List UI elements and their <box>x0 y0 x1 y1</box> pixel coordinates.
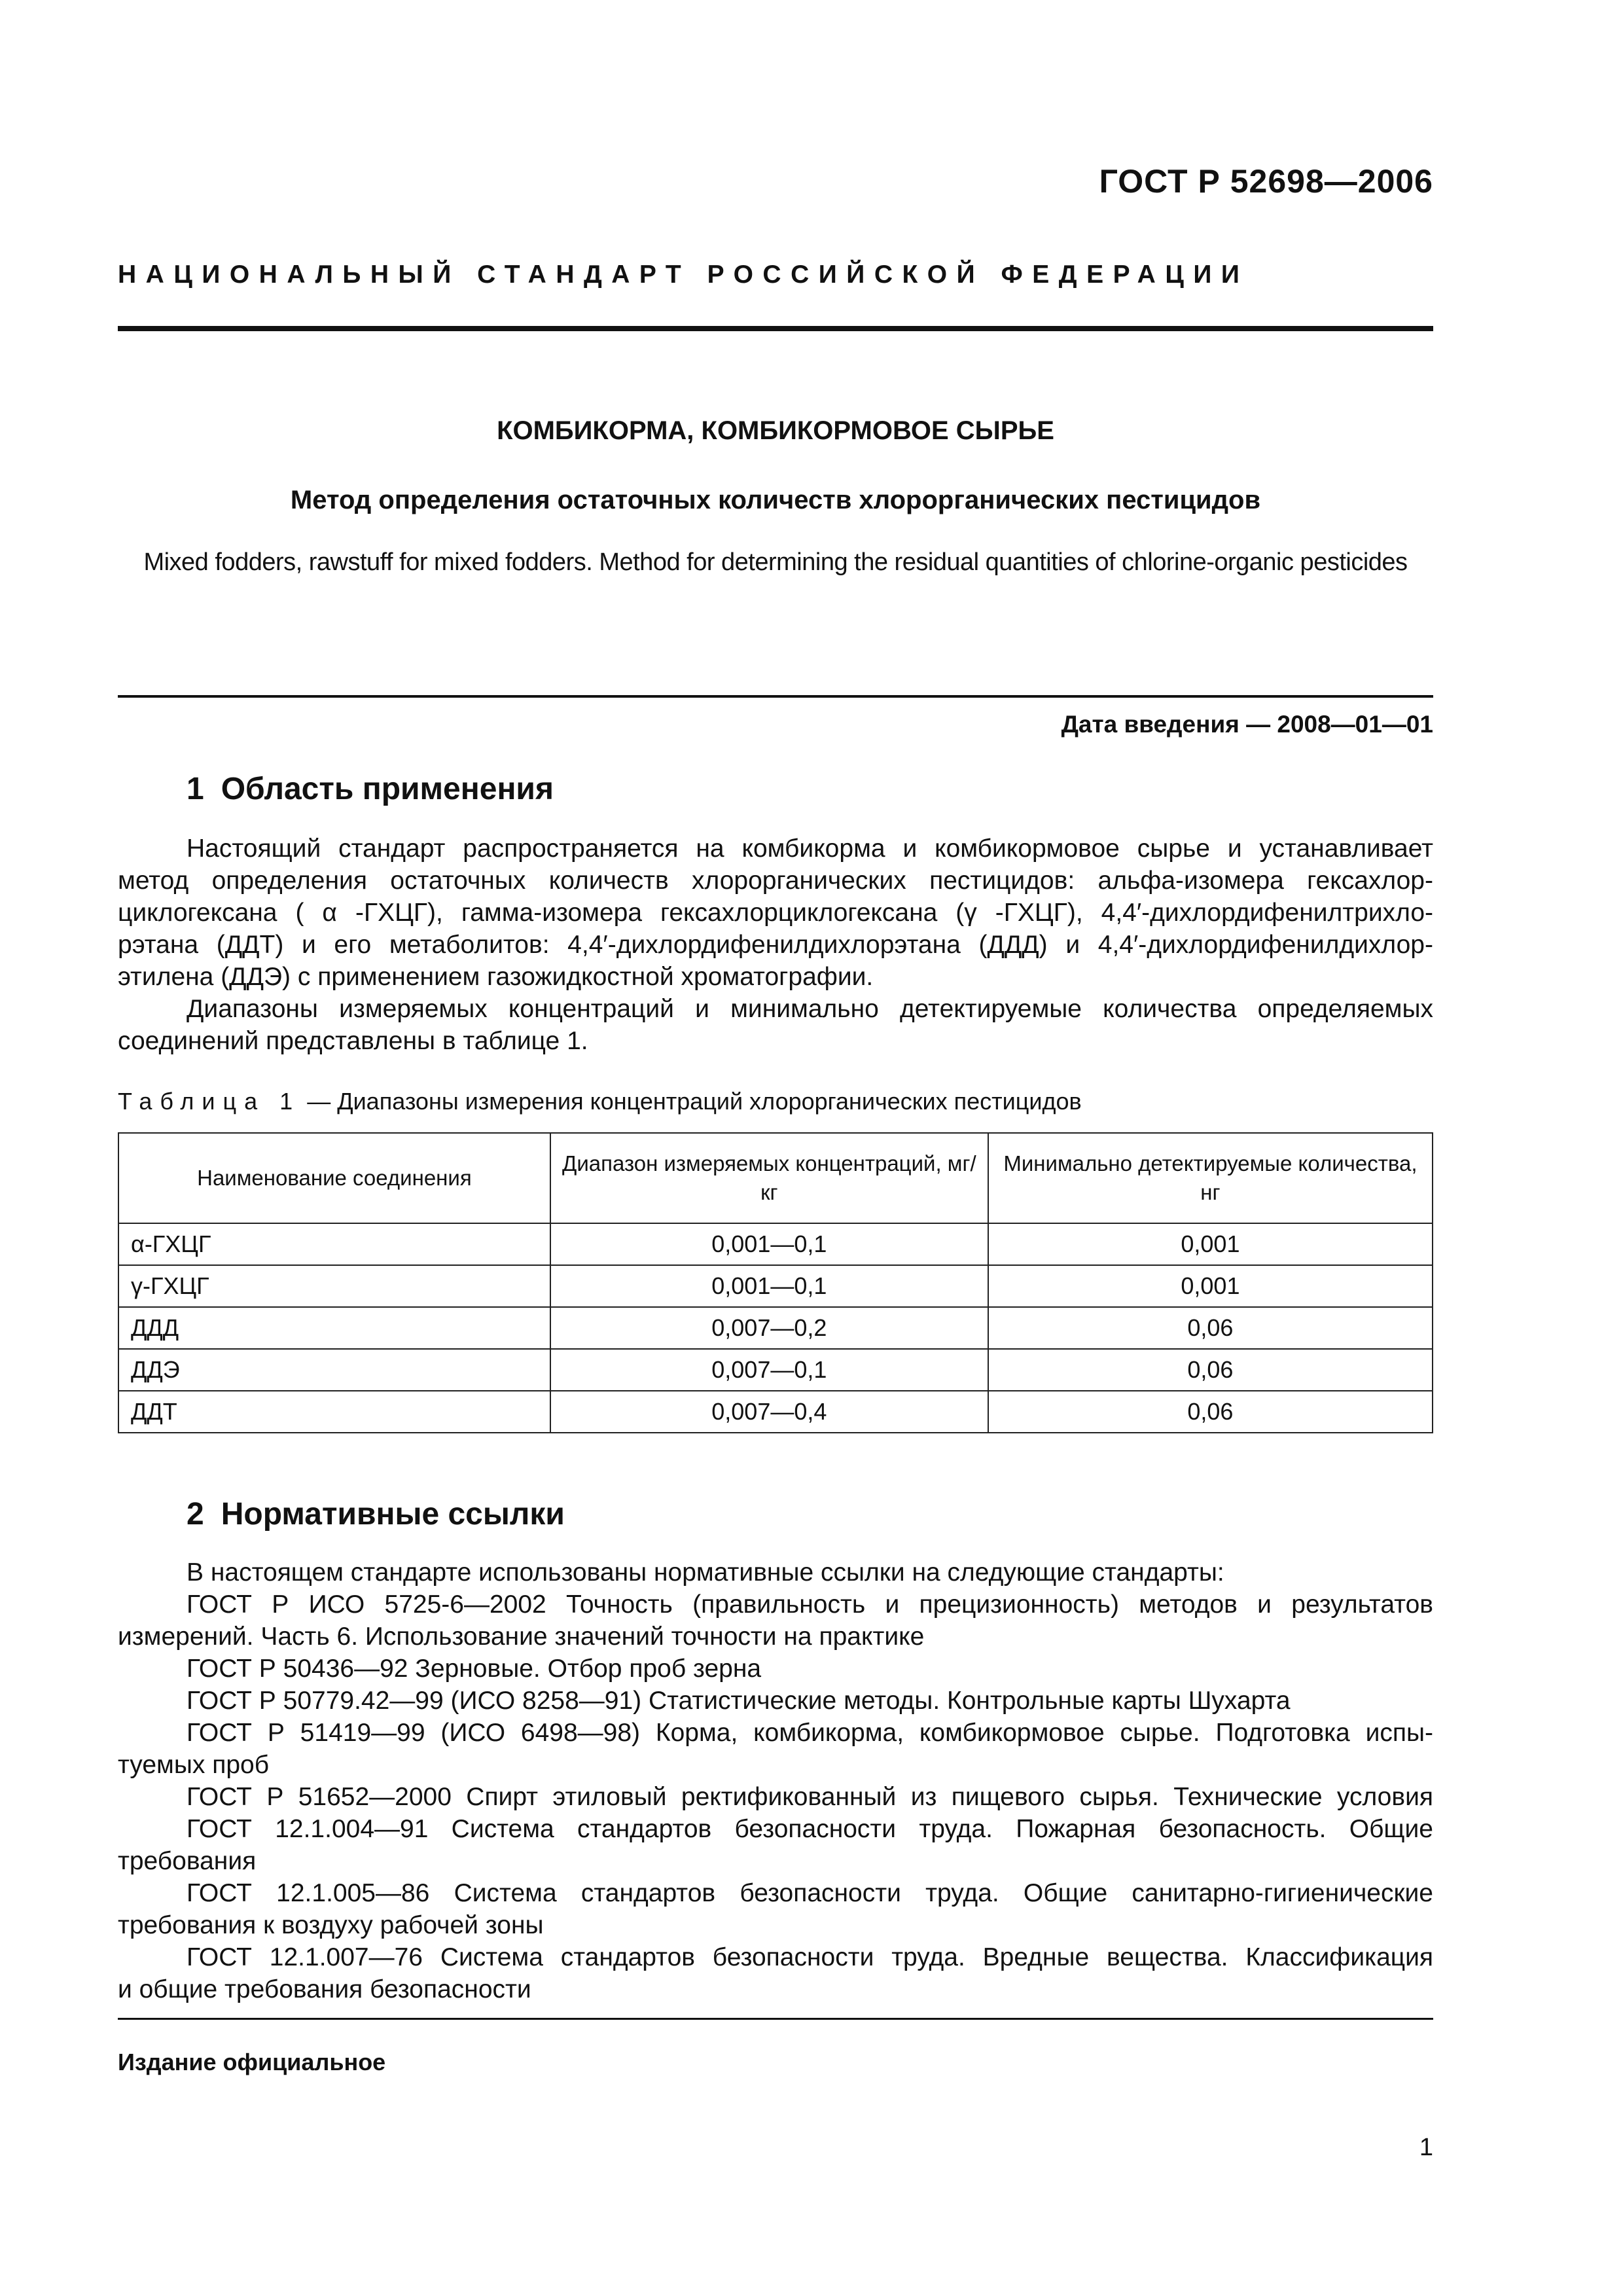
reference-line: ГОСТ Р 51652—2000 Спирт этиловый ректификованный из пищевого сырья. Технические условия <box>187 1783 1433 1811</box>
table-cell: 0,001 <box>988 1265 1433 1307</box>
reference-line: ГОСТ Р 50436—92 Зерновые. Отбор проб зерна <box>187 1655 762 1683</box>
text-line: этилена (ДДЭ) с применением газожидкостной хроматографии. <box>118 963 874 991</box>
national-standard-header: НАЦИОНАЛЬНЫЙ СТАНДАРТ РОССИЙСКОЙ ФЕДЕРАЦИИ <box>118 260 1249 289</box>
table-cell: 0,06 <box>988 1391 1433 1433</box>
section-2-number: 2 <box>187 1497 204 1532</box>
reference-line: ГОСТ Р ИСО 5725-6—2002 Точность (правильность и прецизионность) методов и результатов <box>187 1590 1433 1619</box>
table-row <box>118 1307 1433 1349</box>
section-1-heading <box>187 771 554 807</box>
page-number: 1 <box>1419 2134 1433 2161</box>
section-1-paragraph-1 <box>118 833 1433 993</box>
text-line: метод определения остаточных количеств хлорорганических пестицидов: альфа-изомера гексахлор- <box>118 867 1433 895</box>
section-1-paragraph-2 <box>118 993 1433 1057</box>
section-1-number: 1 <box>187 772 204 806</box>
table-row <box>118 1391 1433 1433</box>
table-cell: ДДД <box>118 1307 550 1349</box>
title-rule <box>118 695 1433 698</box>
reference-line: туемых проб <box>118 1751 270 1779</box>
header-rule <box>118 326 1433 331</box>
section-2-heading <box>187 1496 565 1532</box>
reference-line: измерений. Часть 6. Использование значений точности на практике <box>118 1623 925 1651</box>
table-cell: 0,007—0,2 <box>550 1307 988 1349</box>
section-1-title: Область применения <box>221 772 554 806</box>
reference-line: ГОСТ 12.1.004—91 Система стандартов безопасности труда. Пожарная безопасность. Общие <box>187 1815 1433 1843</box>
table-cell: ДДТ <box>118 1391 550 1433</box>
reference-line: и общие требования безопасности <box>118 1975 531 2003</box>
reference-line: требования <box>118 1847 257 1875</box>
section-2-title: Нормативные ссылки <box>221 1497 565 1532</box>
table-row <box>118 1223 1433 1265</box>
text-line: Настоящий стандарт распространяется на комбикорма и комбикормовое сырье и устанавливает <box>187 834 1433 863</box>
table-caption-label: Таблица 1 <box>118 1088 301 1115</box>
table-row <box>118 1349 1433 1391</box>
intro-date: Дата введения — 2008—01—01 <box>1061 711 1433 738</box>
gost-number: ГОСТ Р 52698—2006 <box>1099 163 1433 200</box>
table-header-row <box>118 1133 1433 1223</box>
table-cell: 0,001 <box>988 1223 1433 1265</box>
section-2-references <box>118 1556 1433 2005</box>
text-line: Диапазоны измеряемых концентраций и минимально детектируемые количества определяемых <box>187 995 1433 1023</box>
reference-line: ГОСТ 12.1.007—76 Система стандартов безопасности труда. Вредные вещества. Классификация <box>187 1943 1433 1971</box>
document-subtitle: Метод определения остаточных количеств хлорорганических пестицидов <box>290 486 1261 514</box>
official-edition-label: Издание официальное <box>118 2049 386 2075</box>
column-header-compound: Наименование соединения <box>118 1133 550 1223</box>
table-cell: α-ГХЦГ <box>118 1223 550 1265</box>
table-cell: ДДЭ <box>118 1349 550 1391</box>
table-cell: 0,001—0,1 <box>550 1265 988 1307</box>
table-cell: 0,007—0,4 <box>550 1391 988 1433</box>
reference-line: ГОСТ 12.1.005—86 Система стандартов безопасности труда. Общие санитарно-гигиенические <box>187 1879 1433 1907</box>
table-caption-text: — Диапазоны измерения концентраций хлорорганических пестицидов <box>300 1088 1082 1115</box>
pesticide-table <box>118 1132 1433 1433</box>
table-cell: 0,007—0,1 <box>550 1349 988 1391</box>
column-header-range: Диапазон измеряемых концентраций, мг/кг <box>550 1133 988 1223</box>
reference-line: требования к воздуху рабочей зоны <box>118 1911 544 1939</box>
text-line: циклогексана ( α -ГХЦГ), гамма-изомера гексахлорциклогексана (γ -ГХЦГ), 4,4′-дихлордифенилтрихло- <box>118 899 1433 927</box>
table-cell: γ-ГХЦГ <box>118 1265 550 1307</box>
text-line: В настоящем стандарте использованы нормативные ссылки на следующие стандарты: <box>187 1558 1224 1587</box>
table-cell: 0,06 <box>988 1307 1433 1349</box>
table-cell: 0,001—0,1 <box>550 1223 988 1265</box>
text-line: соединений представлены в таблице 1. <box>118 1027 588 1055</box>
table-1-caption <box>118 1088 1082 1115</box>
footer-rule <box>118 2018 1433 2020</box>
reference-line: ГОСТ Р 51419—99 (ИСО 6498—98) Корма, комбикорма, комбикормовое сырье. Подготовка испы- <box>187 1719 1433 1747</box>
table-row <box>118 1265 1433 1307</box>
document-title: КОМБИКОРМА, КОМБИКОРМОВОЕ СЫРЬЕ <box>497 416 1054 445</box>
column-header-min-detectable: Минимально детектируемые количества, нг <box>988 1133 1433 1223</box>
reference-line: ГОСТ Р 50779.42—99 (ИСО 8258—91) Статистические методы. Контрольные карты Шухарта <box>187 1687 1291 1715</box>
english-title: Mixed fodders, rawstuff for mixed fodders. Method for determining the residual quantities of chlorine-organic pesticides <box>143 548 1408 576</box>
text-line: рэтана (ДДТ) и его метаболитов: 4,4′-дихлордифенилдихлорэтана (ДДД) и 4,4′-дихлордифенилдихлор- <box>118 931 1433 959</box>
table-cell: 0,06 <box>988 1349 1433 1391</box>
